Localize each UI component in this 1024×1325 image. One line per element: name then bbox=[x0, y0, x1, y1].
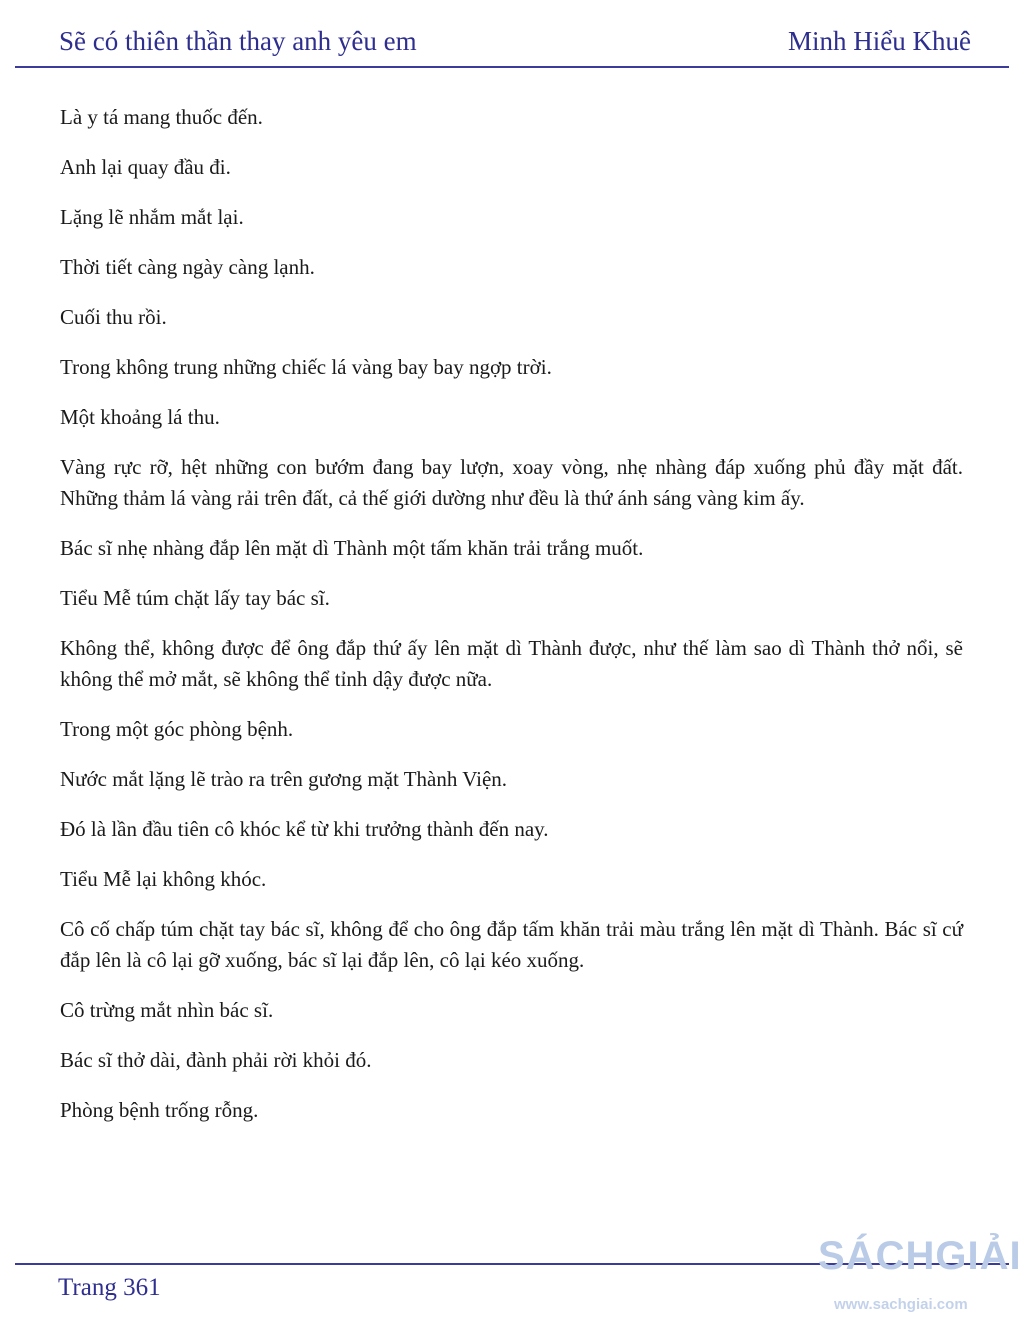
paragraph: Thời tiết càng ngày càng lạnh. bbox=[60, 255, 315, 279]
paragraph: Lặng lẽ nhắm mắt lại. bbox=[60, 205, 244, 229]
watermark bbox=[818, 1228, 1024, 1318]
paragraph: Cô cố chấp túm chặt tay bác sĩ, không để cho ông đắp tấm khăn trải màu trắng lên mặt dì Thành. Bác sĩ cứ đắp lên là cô lại gỡ xuống, bác sĩ lại đắp lên, cô lại kéo xuống. bbox=[60, 917, 963, 972]
paragraph: Cuối thu rồi. bbox=[60, 305, 167, 329]
paragraph: Cô trừng mắt nhìn bác sĩ. bbox=[60, 998, 274, 1022]
paragraph: Bác sĩ nhẹ nhàng đắp lên mặt dì Thành một tấm khăn trải trắng muốt. bbox=[60, 536, 644, 560]
watermark-url: www.sachgiai.com bbox=[834, 1296, 968, 1313]
page-number: Trang 361 bbox=[58, 1274, 161, 1301]
book-title: Sẽ có thiên thần thay anh yêu em bbox=[59, 26, 417, 56]
paragraph: Vàng rực rỡ, hệt những con bướm đang bay lượn, xoay vòng, nhẹ nhàng đáp xuống phủ đầy mặt đất. Những thảm lá vàng rải trên đất, cả thế giới dường như đều là thứ ánh sáng vàng kim ấy. bbox=[60, 455, 963, 510]
paragraph: Là y tá mang thuốc đến. bbox=[60, 105, 263, 129]
paragraph: Anh lại quay đầu đi. bbox=[60, 155, 231, 179]
page-content bbox=[60, 102, 963, 1145]
paragraph: Phòng bệnh trống rỗng. bbox=[60, 1098, 259, 1122]
paragraph: Không thể, không được để ông đắp thứ ấy lên mặt dì Thành được, như thế làm sao dì Thành thở nổi, sẽ không thể mở mắt, sẽ không thể tỉnh dậy được nữa. bbox=[60, 636, 963, 691]
paragraph: Trong một góc phòng bệnh. bbox=[60, 717, 294, 741]
watermark-logo: SÁCHGIẢI bbox=[818, 1234, 1022, 1278]
paragraph: Tiểu Mễ túm chặt lấy tay bác sĩ. bbox=[60, 586, 330, 610]
paragraph: Đó là lần đầu tiên cô khóc kể từ khi trưởng thành đến nay. bbox=[60, 817, 549, 841]
paragraph: Một khoảng lá thu. bbox=[60, 405, 220, 429]
book-author: Minh Hiểu Khuê bbox=[788, 26, 971, 56]
paragraph: Bác sĩ thở dài, đành phải rời khỏi đó. bbox=[60, 1048, 372, 1072]
paragraph: Nước mắt lặng lẽ trào ra trên gương mặt Thành Viện. bbox=[60, 767, 508, 791]
paragraph: Trong không trung những chiếc lá vàng bay bay ngợp trời. bbox=[60, 355, 552, 379]
page-header bbox=[15, 22, 1009, 68]
paragraph: Tiểu Mễ lại không khóc. bbox=[60, 867, 267, 891]
